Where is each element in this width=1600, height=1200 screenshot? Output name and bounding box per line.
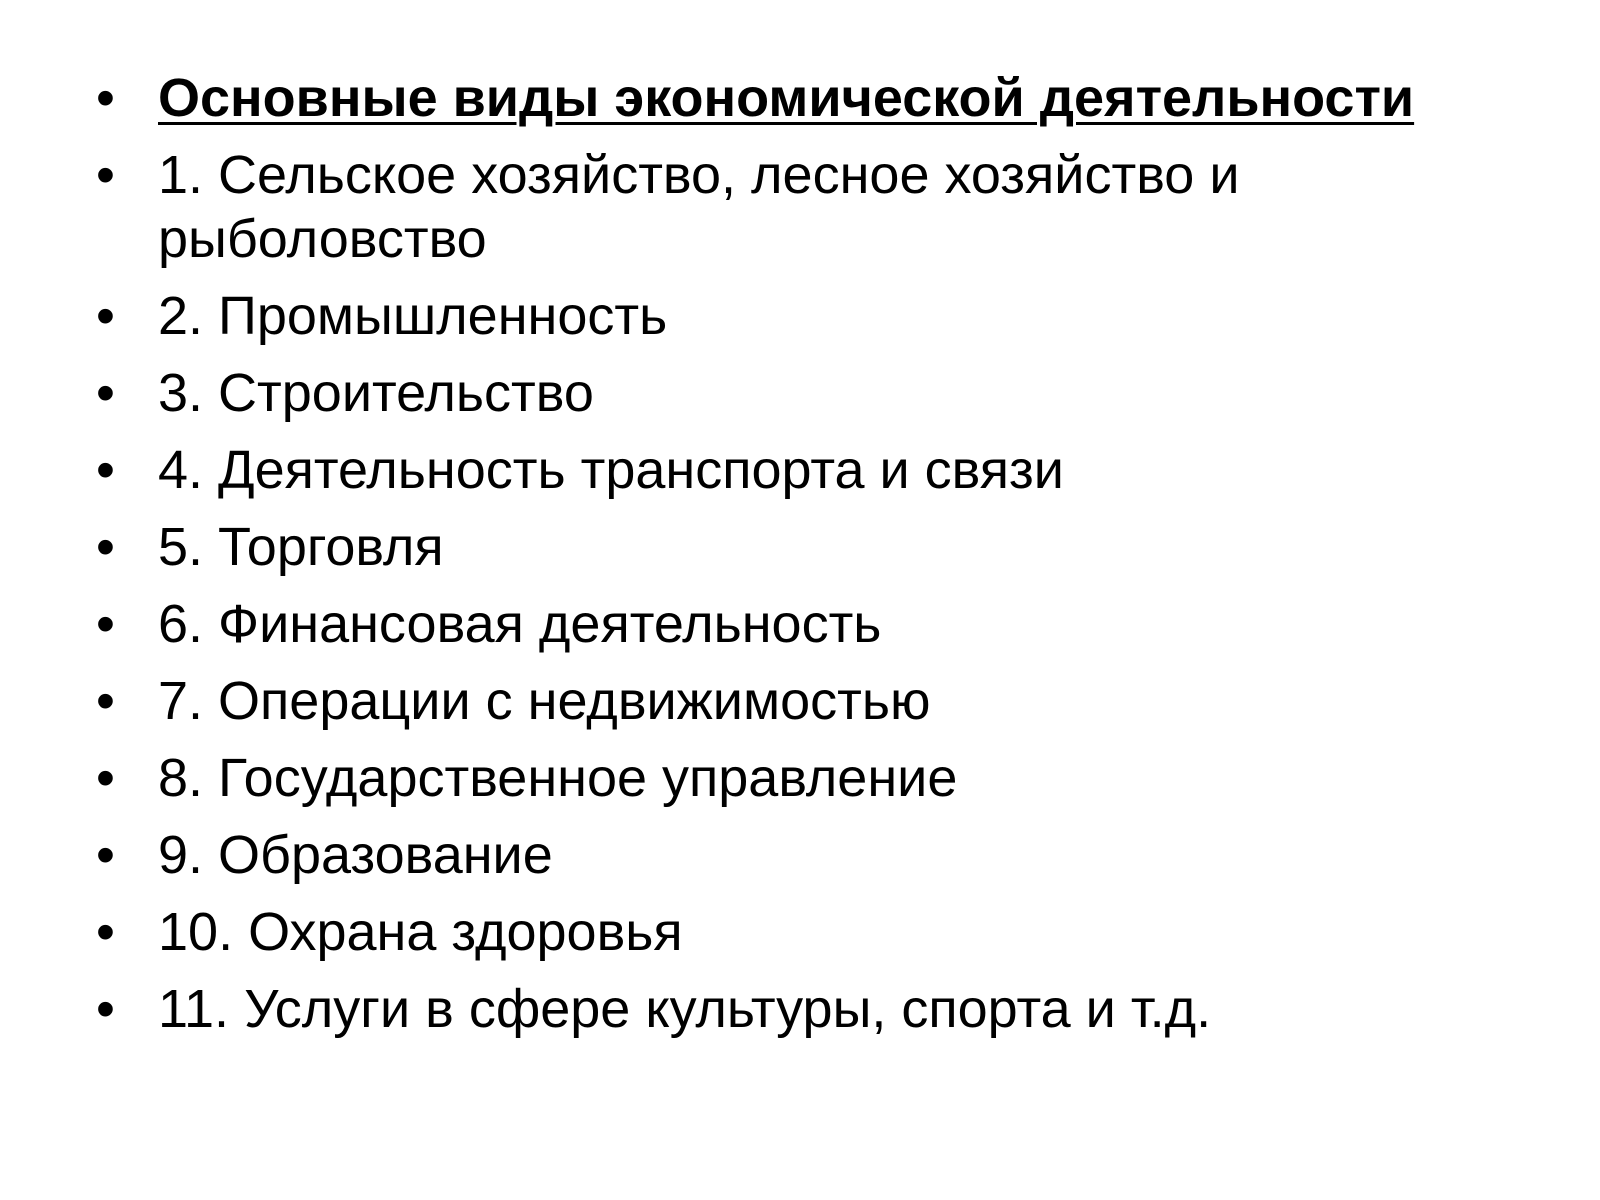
list-item-text: 4. Деятельность транспорта и связи — [158, 440, 1064, 500]
list-item — [96, 438, 1536, 502]
bullet-icon: • — [96, 594, 115, 654]
list-item — [96, 977, 1536, 1041]
bullet-icon: • — [96, 286, 115, 346]
list-item-text: 6. Финансовая деятельность — [158, 594, 882, 654]
list-item — [96, 592, 1536, 656]
list-item-text: 1. Сельское хозяйство, лесное хозяйство и рыболовство — [158, 145, 1240, 269]
bullet-icon: • — [96, 671, 115, 731]
list-item — [96, 284, 1536, 348]
list-item — [96, 515, 1536, 579]
bullet-icon: • — [96, 517, 115, 577]
list-item-text: 2. Промышленность — [158, 286, 668, 346]
list-item-text: 8. Государственное управление — [158, 748, 958, 808]
list-item-text: 11. Услуги в сфере культуры, спорта и т.д. — [158, 979, 1212, 1039]
list-item — [96, 143, 1536, 271]
bullet-icon: • — [96, 902, 115, 962]
list-heading-item — [96, 66, 1536, 130]
bullet-icon: • — [96, 68, 115, 128]
list-item-text: 7. Операции с недвижимостью — [158, 671, 931, 731]
list-item — [96, 361, 1536, 425]
list-heading: Основные виды экономической деятельности — [158, 68, 1415, 128]
bullet-icon: • — [96, 748, 115, 808]
list-item — [96, 823, 1536, 887]
bullet-icon: • — [96, 440, 115, 500]
bullet-icon: • — [96, 979, 115, 1039]
list-item-text: 9. Образование — [158, 825, 553, 885]
list-item — [96, 746, 1536, 810]
list-item-text: 3. Строительство — [158, 363, 594, 423]
list-item — [96, 900, 1536, 964]
list-item-text: 10. Охрана здоровья — [158, 902, 683, 962]
bullet-icon: • — [96, 363, 115, 423]
bullet-icon: • — [96, 145, 115, 205]
activity-list — [96, 66, 1536, 1054]
list-item — [96, 669, 1536, 733]
list-item-text: 5. Торговля — [158, 517, 444, 577]
bullet-icon: • — [96, 825, 115, 885]
